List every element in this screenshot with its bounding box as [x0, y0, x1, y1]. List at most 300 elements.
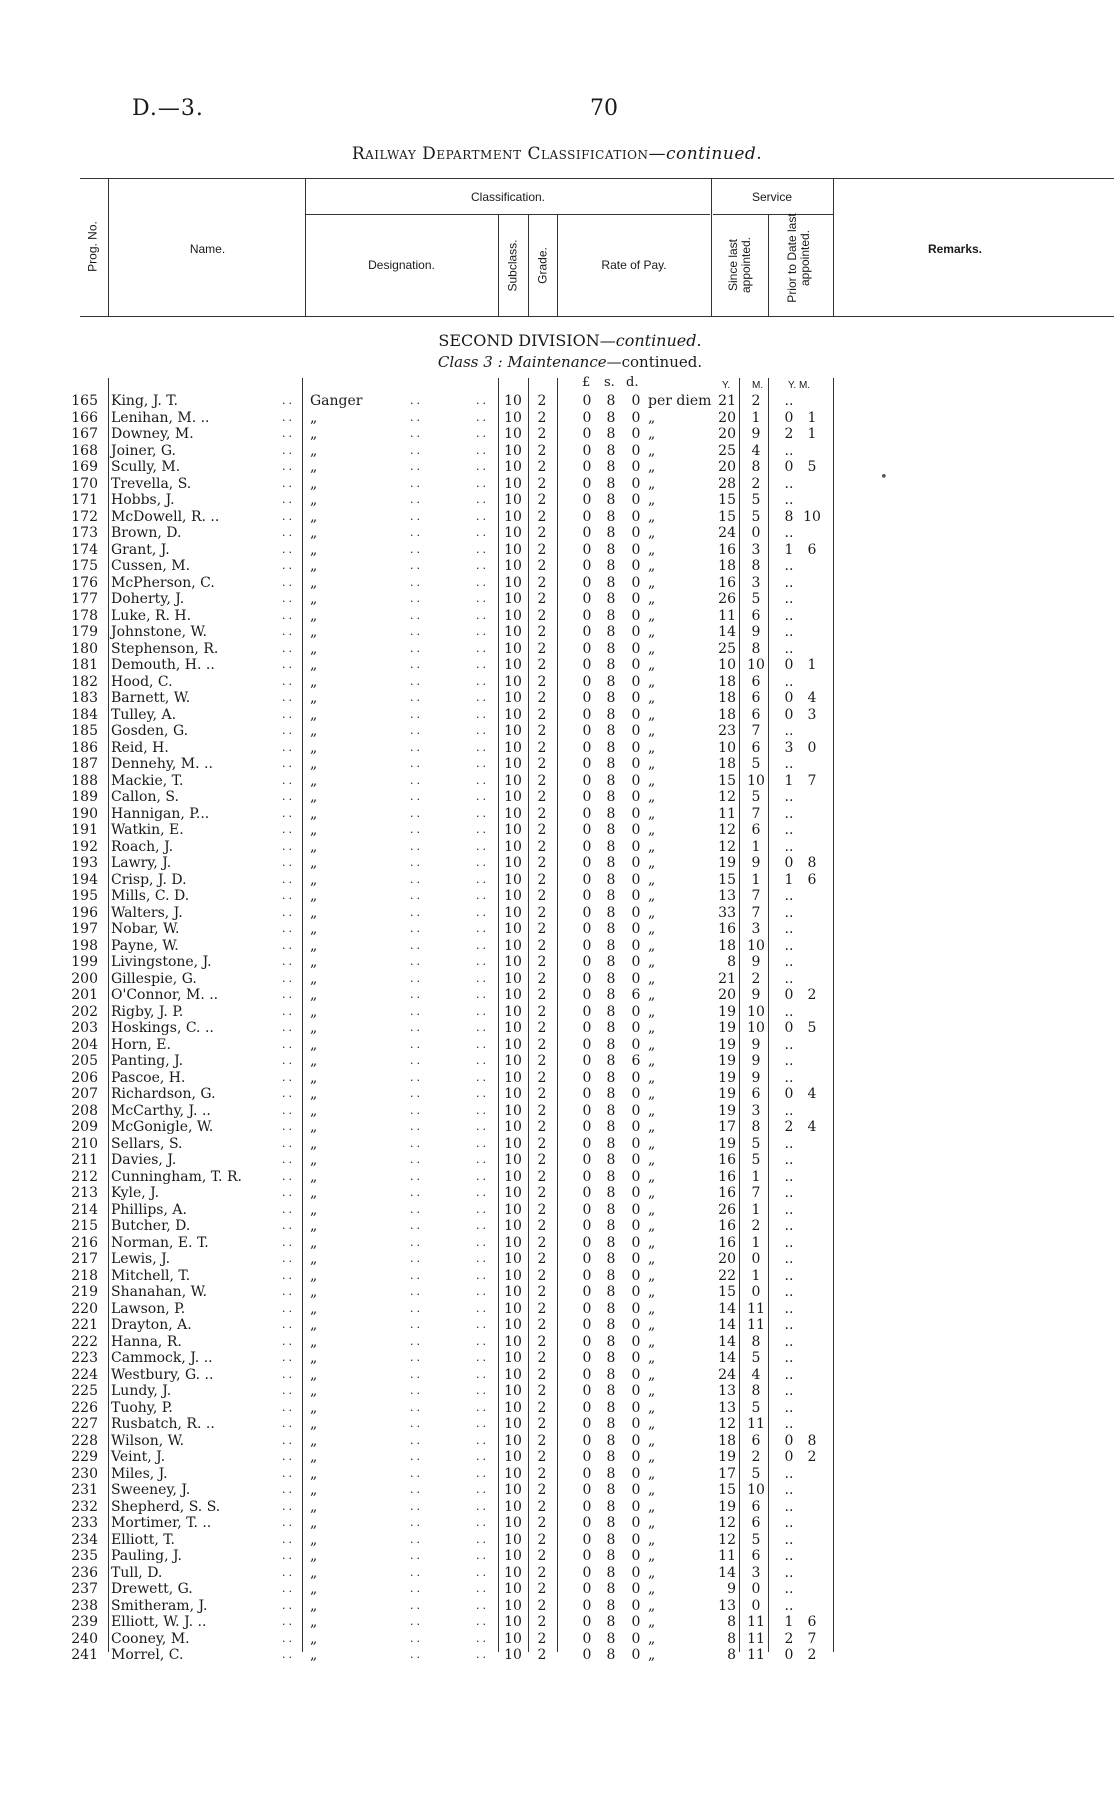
- col-divider: [528, 214, 529, 316]
- table-row: [0, 393, 1114, 410]
- leader-dots: ..: [282, 509, 295, 523]
- prog-no-cell: 170: [71, 475, 98, 492]
- prog-no-cell: 194: [71, 871, 98, 888]
- table-row: [0, 476, 1114, 493]
- since-years-cell: 13: [718, 888, 736, 904]
- pay-shillings-cell: 8: [606, 871, 616, 888]
- since-months-cell: 9: [751, 1053, 761, 1069]
- prior-months-cell: 4: [807, 1086, 817, 1102]
- name-cell: Butcher, D.: [111, 1218, 191, 1234]
- grade-cell: 2: [537, 475, 547, 492]
- leader-dots: ..: [410, 1631, 423, 1645]
- prior-years-cell: ..: [784, 1366, 794, 1383]
- subclass-cell: 10: [504, 442, 522, 459]
- pay-shillings-cell: 8: [606, 673, 616, 690]
- pay-pounds-cell: 0: [582, 1416, 592, 1432]
- leader-dots: ..: [476, 410, 489, 424]
- leader-dots: ..: [476, 1565, 489, 1579]
- leader-dots: ..: [282, 1450, 295, 1463]
- subclass-cell: 10: [504, 855, 522, 871]
- pay-pence-cell: 0: [631, 640, 641, 657]
- since-years-cell: 16: [718, 1218, 736, 1234]
- name-cell: Joiner, G.: [111, 442, 177, 459]
- leader-dots: ..: [282, 922, 295, 935]
- subclass-cell: 10: [504, 970, 522, 987]
- table-row: [0, 1202, 1114, 1219]
- leader-dots: ..: [410, 724, 423, 737]
- leader-dots: ..: [410, 1483, 423, 1496]
- prog-no-cell: 199: [71, 954, 98, 970]
- subclass-cell: 10: [504, 525, 522, 541]
- leader-dots: ..: [410, 971, 423, 985]
- prior-years-cell: 3: [784, 739, 794, 756]
- prior-years-cell: ..: [784, 1399, 794, 1416]
- pay-shillings-cell: 8: [606, 690, 616, 706]
- name-cell: Lawson, P.: [111, 1300, 186, 1317]
- leader-dots: ..: [410, 1648, 423, 1661]
- since-years-cell: 15: [718, 772, 736, 789]
- table-row: [0, 1169, 1114, 1186]
- name-cell: Horn, E.: [111, 1036, 171, 1053]
- prior-years-cell: 0: [784, 459, 794, 475]
- prog-no-cell: 167: [71, 426, 98, 442]
- section-heading: [0, 331, 1114, 350]
- since-months-cell: 11: [747, 1317, 765, 1333]
- grade-cell: 2: [537, 541, 547, 558]
- since-months-cell: 4: [751, 1366, 761, 1383]
- prior-months-cell: 4: [807, 1119, 817, 1135]
- pay-period-cell: „: [648, 822, 656, 838]
- leader-dots: ..: [410, 493, 423, 506]
- name-cell: Shepherd, S. S.: [111, 1498, 221, 1515]
- pay-pounds-cell: 0: [582, 904, 592, 921]
- name-cell: Phillips, A.: [111, 1201, 187, 1218]
- table-row: [0, 938, 1114, 955]
- prog-no-cell: 202: [71, 1003, 98, 1020]
- subclass-cell: 10: [504, 921, 522, 937]
- leader-dots: ..: [476, 1400, 489, 1414]
- leader-dots: ..: [410, 575, 423, 589]
- name-cell: Mortimer, T. ..: [111, 1515, 212, 1531]
- pay-period-cell: „: [648, 888, 656, 904]
- designation-cell: „: [310, 409, 318, 426]
- prior-years-cell: ..: [784, 1102, 794, 1119]
- pay-shillings-cell: 8: [606, 1350, 616, 1366]
- table-row: [0, 1020, 1114, 1037]
- pay-pounds-cell: 0: [582, 739, 592, 756]
- leader-dots: ..: [410, 1351, 423, 1364]
- subclass-cell: 10: [504, 640, 522, 657]
- leader-dots: ..: [476, 724, 489, 737]
- col-header-classification: Classification.: [470, 190, 546, 204]
- since-months-cell: 0: [751, 525, 761, 541]
- pay-pence-cell: 0: [631, 921, 641, 937]
- pay-pounds-cell: 0: [582, 624, 592, 640]
- leader-dots: ..: [410, 1004, 423, 1018]
- subclass-cell: 10: [504, 475, 522, 492]
- col-header-grade: Grade.: [535, 247, 550, 284]
- since-months-cell: 9: [751, 624, 761, 640]
- pay-pence-cell: 0: [631, 1267, 641, 1284]
- grade-cell: 2: [537, 1614, 547, 1630]
- leader-dots: ..: [476, 1070, 489, 1084]
- pay-period-cell: „: [648, 1102, 656, 1119]
- subclass-cell: 10: [504, 987, 522, 1003]
- leader-dots: ..: [476, 1318, 489, 1331]
- subclass-cell: 10: [504, 1267, 522, 1284]
- subclass-cell: 10: [504, 459, 522, 475]
- subclass-cell: 10: [504, 558, 522, 574]
- since-months-cell: 1: [751, 409, 761, 426]
- pay-shillings-cell: 8: [606, 1036, 616, 1053]
- leader-dots: ..: [476, 1582, 489, 1595]
- prior-months-cell: 8: [807, 855, 817, 871]
- name-cell: Richardson, G.: [111, 1086, 216, 1102]
- name-cell: Callon, S.: [111, 789, 179, 805]
- pay-shillings-cell: 8: [606, 1515, 616, 1531]
- pay-shillings-cell: 8: [606, 904, 616, 921]
- since-months-cell: 4: [751, 442, 761, 459]
- pay-period-cell: „: [648, 492, 656, 508]
- name-cell: McDowell, R. ..: [111, 508, 220, 525]
- pay-period-cell: „: [648, 772, 656, 789]
- since-months-cell: 6: [751, 1498, 761, 1515]
- pay-pence-cell: 0: [631, 1647, 641, 1663]
- pay-pence-cell: 0: [631, 739, 641, 756]
- name-cell: Lewis, J.: [111, 1251, 171, 1267]
- since-years-cell: 16: [718, 574, 736, 591]
- subclass-cell: 10: [504, 409, 522, 426]
- leader-dots: ..: [282, 394, 295, 407]
- table-row: [0, 872, 1114, 889]
- grade-cell: 2: [537, 558, 547, 574]
- leader-dots: ..: [476, 971, 489, 985]
- leader-dots: ..: [282, 1087, 295, 1100]
- pay-pence-cell: 0: [631, 1333, 641, 1350]
- prog-no-cell: 207: [71, 1086, 98, 1102]
- pay-period-cell: „: [648, 1366, 656, 1383]
- leader-dots: ..: [410, 1252, 423, 1265]
- leader-dots: ..: [410, 1433, 423, 1447]
- leader-dots: ..: [476, 1054, 489, 1067]
- designation-cell: „: [310, 1267, 318, 1284]
- table-row: [0, 509, 1114, 526]
- pay-shillings-cell: 8: [606, 954, 616, 970]
- leader-dots: ..: [476, 740, 489, 754]
- leader-dots: ..: [476, 1285, 489, 1298]
- pay-pence-cell: 0: [631, 855, 641, 871]
- pay-period-cell: per diem: [648, 393, 712, 409]
- leader-dots: ..: [476, 905, 489, 919]
- table-row: [0, 773, 1114, 790]
- leader-dots: ..: [282, 1417, 295, 1430]
- name-cell: Miles, J.: [111, 1465, 168, 1482]
- pay-pence-cell: 0: [631, 1251, 641, 1267]
- prog-no-cell: 214: [71, 1201, 98, 1218]
- subclass-cell: 10: [504, 574, 522, 591]
- prog-no-cell: 180: [71, 640, 98, 657]
- pay-pounds-cell: 0: [582, 1432, 592, 1449]
- since-months-cell: 0: [751, 1251, 761, 1267]
- grade-cell: 2: [537, 1267, 547, 1284]
- table-row: [0, 1614, 1114, 1631]
- prog-no-cell: 224: [71, 1366, 98, 1383]
- pay-pounds-cell: 0: [582, 525, 592, 541]
- prior-years-cell: ..: [784, 1597, 794, 1614]
- pay-pounds-cell: 0: [582, 822, 592, 838]
- leader-dots: ..: [282, 460, 295, 473]
- pay-period-cell: „: [648, 442, 656, 459]
- leader-dots: ..: [410, 476, 423, 490]
- prior-months-cell: 2: [807, 1449, 817, 1465]
- subclass-cell: 10: [504, 492, 522, 508]
- leader-dots: ..: [410, 1532, 423, 1546]
- pay-shillings-cell: 8: [606, 1597, 616, 1614]
- leader-dots: ..: [476, 790, 489, 803]
- name-cell: Hood, C.: [111, 673, 173, 690]
- designation-cell: „: [310, 492, 318, 508]
- name-cell: Lawry, J.: [111, 855, 172, 871]
- leader-dots: ..: [282, 806, 295, 820]
- leader-dots: ..: [476, 839, 489, 853]
- leader-dots: ..: [476, 1334, 489, 1348]
- leader-dots: ..: [282, 1318, 295, 1331]
- pay-pence-cell: 6: [631, 1053, 641, 1069]
- table-row: [0, 1449, 1114, 1466]
- pay-pounds-cell: 0: [582, 921, 592, 937]
- leader-dots: ..: [410, 1450, 423, 1463]
- table-row: [0, 756, 1114, 773]
- since-years-cell: 20: [718, 409, 736, 426]
- subclass-cell: 10: [504, 393, 522, 409]
- prog-no-cell: 195: [71, 888, 98, 904]
- pay-pence-cell: 0: [631, 1003, 641, 1020]
- since-years-cell: 14: [718, 1350, 736, 1366]
- leader-dots: ..: [476, 757, 489, 770]
- table-row: [0, 1086, 1114, 1103]
- leader-dots: ..: [476, 1598, 489, 1612]
- leader-dots: ..: [410, 1367, 423, 1381]
- name-cell: Dennehy, M. ..: [111, 756, 213, 772]
- prior-years-cell: ..: [784, 1168, 794, 1185]
- since-months-cell: 2: [751, 1218, 761, 1234]
- pay-period-cell: „: [648, 838, 656, 855]
- leader-dots: ..: [282, 1301, 295, 1315]
- since-months-cell: 5: [751, 1399, 761, 1416]
- subclass-cell: 10: [504, 1498, 522, 1515]
- subclass-cell: 10: [504, 1416, 522, 1432]
- pay-period-cell: „: [648, 904, 656, 921]
- prog-no-cell: 231: [71, 1482, 98, 1498]
- prog-no-cell: 182: [71, 673, 98, 690]
- pay-pounds-cell: 0: [582, 1168, 592, 1185]
- pay-shillings-cell: 8: [606, 475, 616, 492]
- grade-cell: 2: [537, 1284, 547, 1300]
- grade-cell: 2: [537, 1053, 547, 1069]
- leader-dots: ..: [476, 608, 489, 622]
- pay-pounds-cell: 0: [582, 690, 592, 706]
- pay-pence-cell: 0: [631, 558, 641, 574]
- prog-no-cell: 228: [71, 1432, 98, 1449]
- grade-cell: 2: [537, 1647, 547, 1663]
- prior-years-cell: 1: [784, 871, 794, 888]
- leader-dots: ..: [282, 839, 295, 853]
- col-divider: [768, 214, 769, 316]
- since-months-cell: 9: [751, 855, 761, 871]
- subclass-cell: 10: [504, 673, 522, 690]
- prior-months-cell: 6: [807, 1614, 817, 1630]
- leader-dots: ..: [476, 806, 489, 820]
- leader-dots: ..: [476, 1136, 489, 1150]
- prog-no-cell: 203: [71, 1020, 98, 1036]
- grade-cell: 2: [537, 442, 547, 459]
- grade-cell: 2: [537, 574, 547, 591]
- prog-no-cell: 219: [71, 1284, 98, 1300]
- leader-dots: ..: [410, 707, 423, 721]
- subclass-cell: 10: [504, 1597, 522, 1614]
- prog-no-cell: 168: [71, 442, 98, 459]
- designation-cell: „: [310, 1498, 318, 1515]
- subclass-cell: 10: [504, 1614, 522, 1630]
- pay-pence-cell: 0: [631, 1069, 641, 1086]
- name-cell: Wilson, W.: [111, 1432, 185, 1449]
- since-years-cell: 19: [718, 1449, 736, 1465]
- prog-no-cell: 234: [71, 1531, 98, 1548]
- prior-years-cell: ..: [784, 723, 794, 739]
- pay-pounds-cell: 0: [582, 805, 592, 822]
- name-cell: Stephenson, R.: [111, 640, 219, 657]
- grade-cell: 2: [537, 640, 547, 657]
- grade-cell: 2: [537, 789, 547, 805]
- pay-shillings-cell: 8: [606, 591, 616, 607]
- since-months-cell: 5: [751, 1531, 761, 1548]
- table-row: [0, 1037, 1114, 1054]
- pay-shillings-cell: 8: [606, 1168, 616, 1185]
- subclass-cell: 10: [504, 805, 522, 822]
- classification-divider-rule: [305, 214, 710, 215]
- pay-period-cell: „: [648, 1548, 656, 1564]
- designation-cell: „: [310, 1515, 318, 1531]
- since-months-cell: 9: [751, 1069, 761, 1086]
- leader-dots: ..: [410, 1301, 423, 1315]
- leader-dots: ..: [476, 1516, 489, 1529]
- prog-no-cell: 178: [71, 607, 98, 624]
- pay-shillings-cell: 8: [606, 1003, 616, 1020]
- since-years-cell: 14: [718, 1317, 736, 1333]
- since-months-cell: 7: [751, 805, 761, 822]
- prog-no-cell: 241: [71, 1647, 98, 1663]
- pay-shillings-cell: 8: [606, 525, 616, 541]
- pay-pounds-cell: 0: [582, 1300, 592, 1317]
- pay-shillings-cell: 8: [606, 1630, 616, 1647]
- designation-cell: „: [310, 1102, 318, 1119]
- table-row: [0, 1482, 1114, 1499]
- subclass-cell: 10: [504, 591, 522, 607]
- name-cell: Tull, D.: [111, 1564, 163, 1581]
- col-header-designation: Designation.: [368, 258, 435, 272]
- pay-shillings-cell: 8: [606, 1102, 616, 1119]
- pay-shillings-cell: 8: [606, 1119, 616, 1135]
- grade-cell: 2: [537, 1449, 547, 1465]
- pay-pounds-cell: 0: [582, 1284, 592, 1300]
- prior-years-cell: ..: [784, 1350, 794, 1366]
- pay-pence-cell: 0: [631, 1119, 641, 1135]
- pay-pounds-cell: 0: [582, 1267, 592, 1284]
- prog-no-cell: 220: [71, 1300, 98, 1317]
- table-row: [0, 839, 1114, 856]
- grade-cell: 2: [537, 1531, 547, 1548]
- since-months-cell: 1: [751, 1267, 761, 1284]
- pay-period-cell: „: [648, 1531, 656, 1548]
- grade-cell: 2: [537, 393, 547, 409]
- since-years-cell: 22: [718, 1267, 736, 1284]
- since-years-cell: 14: [718, 1333, 736, 1350]
- pay-pounds-cell: 0: [582, 1465, 592, 1482]
- unit-shillings: s.: [604, 375, 615, 390]
- pay-pounds-cell: 0: [582, 1647, 592, 1663]
- name-cell: Smitheram, J.: [111, 1597, 208, 1614]
- pay-pence-cell: 0: [631, 1597, 641, 1614]
- prog-no-cell: 188: [71, 772, 98, 789]
- leader-dots: ..: [282, 493, 295, 506]
- pay-pence-cell: 0: [631, 1086, 641, 1102]
- leader-dots: ..: [410, 1499, 423, 1513]
- grade-cell: 2: [537, 1251, 547, 1267]
- since-years-cell: 19: [718, 1069, 736, 1086]
- prior-months-cell: 1: [807, 409, 817, 426]
- grade-cell: 2: [537, 690, 547, 706]
- grade-cell: 2: [537, 805, 547, 822]
- pay-pounds-cell: 0: [582, 442, 592, 459]
- pay-pounds-cell: 0: [582, 1119, 592, 1135]
- name-cell: Gillespie, G.: [111, 970, 197, 987]
- pay-period-cell: „: [648, 1267, 656, 1284]
- grade-cell: 2: [537, 1135, 547, 1152]
- designation-cell: „: [310, 426, 318, 442]
- table-row: [0, 1598, 1114, 1615]
- since-months-cell: 11: [747, 1647, 765, 1663]
- leader-dots: ..: [410, 443, 423, 457]
- since-years-cell: 10: [718, 657, 736, 673]
- leader-dots: ..: [476, 889, 489, 902]
- pay-shillings-cell: 8: [606, 1069, 616, 1086]
- since-months-cell: 6: [751, 822, 761, 838]
- subclass-cell: 10: [504, 1465, 522, 1482]
- leader-dots: ..: [476, 592, 489, 605]
- since-years-cell: 15: [718, 871, 736, 888]
- pay-shillings-cell: 8: [606, 1581, 616, 1597]
- subclass-cell: 10: [504, 657, 522, 673]
- pay-pence-cell: 0: [631, 690, 641, 706]
- leader-dots: ..: [476, 509, 489, 523]
- pay-period-cell: „: [648, 723, 656, 739]
- prior-years-cell: 0: [784, 1432, 794, 1449]
- since-years-cell: 26: [718, 591, 736, 607]
- prior-years-cell: ..: [784, 789, 794, 805]
- prog-no-cell: 235: [71, 1548, 98, 1564]
- grade-cell: 2: [537, 1069, 547, 1086]
- prog-no-cell: 191: [71, 822, 98, 838]
- designation-cell: „: [310, 970, 318, 987]
- table-row: [0, 806, 1114, 823]
- since-months-cell: 5: [751, 591, 761, 607]
- grade-cell: 2: [537, 1003, 547, 1020]
- name-cell: Crisp, J. D.: [111, 871, 187, 888]
- leader-dots: ..: [410, 1268, 423, 1282]
- pay-period-cell: „: [648, 1185, 656, 1201]
- grade-cell: 2: [537, 1218, 547, 1234]
- pay-shillings-cell: 8: [606, 1317, 616, 1333]
